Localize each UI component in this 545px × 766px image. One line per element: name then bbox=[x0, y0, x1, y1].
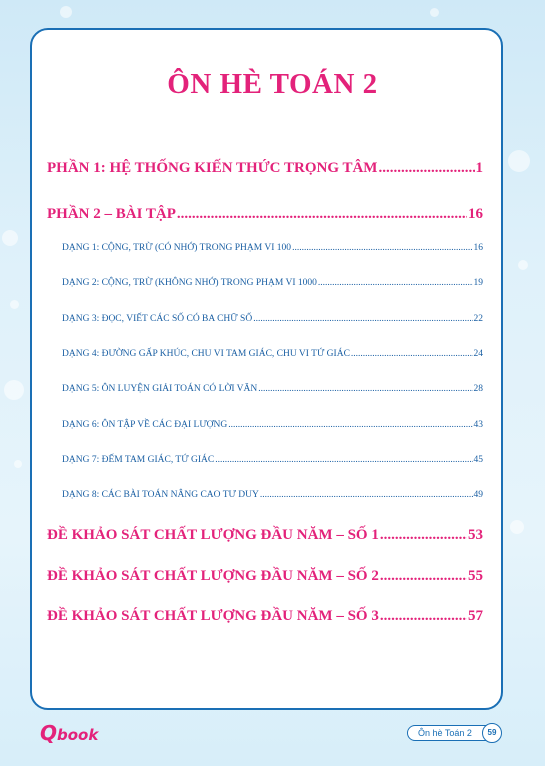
toc-topic-4[interactable] bbox=[62, 349, 483, 359]
toc-topic-label: DẠNG 1: CỘNG, TRỪ (CÓ NHỚ) TRONG PHẠM VI 100 bbox=[62, 243, 292, 253]
toc-leader bbox=[351, 349, 473, 359]
toc-topic-page: 45 bbox=[473, 455, 483, 465]
toc-exam-label: ĐỀ KHẢO SÁT CHẤT LƯỢNG ĐẦU NĂM – SỐ 3 bbox=[47, 608, 379, 624]
toc-leader bbox=[228, 420, 472, 430]
toc-leader bbox=[258, 384, 472, 394]
toc-exam-page: 55 bbox=[468, 568, 483, 584]
toc-leader bbox=[260, 490, 473, 500]
toc-topic-3[interactable] bbox=[62, 314, 483, 324]
toc-topic-label: DẠNG 8: CÁC BÀI TOÁN NÂNG CAO TƯ DUY bbox=[62, 490, 259, 500]
toc-entry-label: PHẦN 1: HỆ THỐNG KIẾN THỨC TRỌNG TÂM bbox=[47, 160, 378, 176]
toc-leader bbox=[177, 206, 467, 223]
toc-topic-label: DẠNG 3: ĐỌC, VIẾT CÁC SỐ CÓ BA CHỮ SỐ bbox=[62, 314, 253, 324]
toc-topic-2[interactable] bbox=[62, 278, 483, 288]
toc-entry-page: 16 bbox=[468, 206, 483, 222]
page-title: ÔN HÈ TOÁN 2 bbox=[167, 68, 378, 100]
toc-topic-5[interactable] bbox=[62, 384, 483, 394]
toc-topic-8[interactable] bbox=[62, 490, 483, 500]
logo-letter-q: Q bbox=[40, 721, 58, 745]
toc-leader bbox=[292, 243, 472, 253]
toc-topic-label: DẠNG 5: ÔN LUYỆN GIẢI TOÁN CÓ LỜI VĂN bbox=[62, 384, 258, 394]
toc-leader bbox=[380, 568, 467, 585]
toc-exam-3[interactable] bbox=[47, 608, 483, 625]
toc-leader bbox=[318, 278, 473, 288]
logo-text: book bbox=[57, 726, 99, 744]
toc-topic-7[interactable] bbox=[62, 455, 483, 465]
toc-topic-page: 49 bbox=[473, 490, 483, 500]
toc-topic-page: 22 bbox=[473, 314, 483, 324]
toc-leader bbox=[215, 455, 472, 465]
toc-topic-page: 19 bbox=[473, 278, 483, 288]
toc-exam-page: 53 bbox=[468, 527, 483, 543]
toc-topic-label: DẠNG 6: ÔN TẬP VỀ CÁC ĐẠI LƯỢNG bbox=[62, 420, 228, 430]
toc-leader bbox=[380, 608, 467, 625]
toc-topic-page: 28 bbox=[473, 384, 483, 394]
toc-topic-page: 16 bbox=[473, 243, 483, 253]
toc-topic-label: DẠNG 2: CỘNG, TRỪ (KHÔNG NHỚ) TRONG PHẠM VI 1000 bbox=[62, 278, 317, 288]
toc-leader bbox=[253, 314, 472, 324]
toc-topic-1[interactable] bbox=[62, 243, 483, 253]
toc-exam-label: ĐỀ KHẢO SÁT CHẤT LƯỢNG ĐẦU NĂM – SỐ 1 bbox=[47, 527, 379, 543]
toc-entry-part2[interactable] bbox=[47, 206, 483, 223]
toc-entry-part1[interactable] bbox=[47, 160, 483, 177]
toc-entry-label: PHẦN 2 – BÀI TẬP bbox=[47, 206, 176, 222]
toc-exam-page: 57 bbox=[468, 608, 483, 624]
toc-exam-1[interactable] bbox=[47, 527, 483, 544]
qbook-logo bbox=[40, 721, 98, 745]
page-number: 59 bbox=[482, 723, 502, 743]
book-name-badge: Ôn hè Toán 2 bbox=[407, 725, 499, 741]
toc-topic-page: 24 bbox=[473, 349, 483, 359]
toc-topic-page: 43 bbox=[473, 420, 483, 430]
toc-exam-label: ĐỀ KHẢO SÁT CHẤT LƯỢNG ĐẦU NĂM – SỐ 2 bbox=[47, 568, 379, 584]
toc-leader bbox=[378, 160, 474, 177]
toc-entry-page: 1 bbox=[475, 160, 483, 176]
toc-leader bbox=[380, 527, 467, 544]
toc-topic-6[interactable] bbox=[62, 420, 483, 430]
toc-exam-2[interactable] bbox=[47, 568, 483, 585]
toc-topic-label: DẠNG 7: ĐẾM TAM GIÁC, TỨ GIÁC bbox=[62, 455, 215, 465]
toc-topic-label: DẠNG 4: ĐƯỜNG GẤP KHÚC, CHU VI TAM GIÁC, CHU VI TỨ GIÁC bbox=[62, 349, 350, 359]
